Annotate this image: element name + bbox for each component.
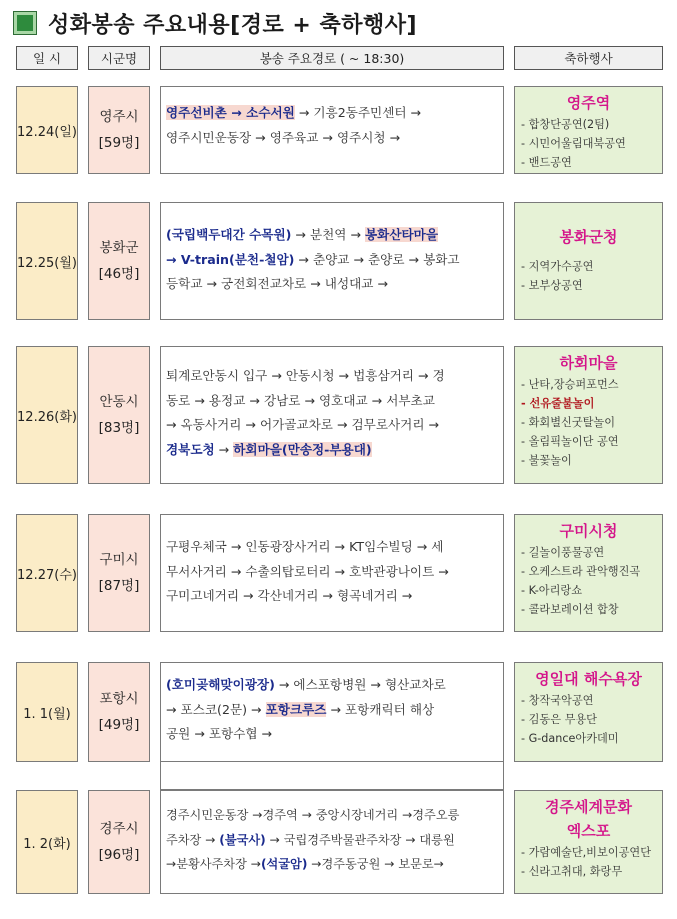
event-item: - 길놀이풍물공연: [521, 546, 605, 559]
row-city: [88, 202, 150, 320]
event-venue: 봉화군청: [559, 228, 618, 246]
event-item: - 올림픽놀이단 공연: [521, 435, 619, 448]
page-title: 성화봉송 주요내용[경로 + 축하행사]: [48, 12, 418, 38]
event-venue: 영주역: [566, 94, 611, 112]
row-events: [514, 202, 663, 320]
event-item: - 지역가수공연: [521, 260, 594, 273]
route-highlight: 영주선비촌 → 소수서원: [166, 105, 295, 120]
row-city: [88, 514, 150, 632]
runner-count: [49명]: [98, 717, 140, 733]
row-events: [514, 790, 663, 894]
event-item: - 창작국악공연: [521, 694, 594, 707]
header-route: 봉송 주요경로 ( ~ 18:30): [160, 46, 504, 70]
row-events: [514, 86, 663, 174]
row-date: 12.25(월): [16, 202, 78, 320]
row-date: 12.26(화): [16, 346, 78, 484]
row-events: [514, 514, 663, 632]
event-venue: 엑스포: [566, 822, 611, 840]
city-name: 봉화군: [99, 240, 139, 256]
runner-count: [96명]: [98, 847, 140, 863]
runner-count: [87명]: [98, 578, 140, 594]
event-item: - 보부상공연: [521, 279, 583, 292]
runner-count: [83명]: [98, 420, 140, 436]
row-city: [88, 346, 150, 484]
event-spacer: [514, 762, 663, 790]
title-bar: [14, 6, 417, 40]
row-date: 12.24(일): [16, 86, 78, 174]
header-city: 시군명: [88, 46, 150, 70]
event-venue: 경주세계문화: [545, 798, 632, 816]
city-name: 구미시: [99, 552, 139, 568]
row-route: 영주선비촌 → 소수서원 → 기흥2동주민센터 → 영주시민운동장 → 영주육교 → 영주시청 →: [160, 86, 504, 174]
event-item: - 합창단공연(2팀): [521, 118, 610, 131]
row-events: [514, 346, 663, 484]
city-name: 포항시: [99, 691, 139, 707]
green-square-icon: [14, 12, 36, 34]
row-route: (호미곶해맞이광장) → 에스포항병원 → 형산교차로 → 포스코(2문) → 포항크루즈 → 포항캐릭터 해상 공원 → 포항수협 →: [160, 662, 504, 762]
event-venue: 구미시청: [559, 522, 618, 540]
event-item: - 김동은 무용단: [521, 713, 597, 726]
row-route: (국립백두대간 수목원) → 분천역 → 봉화산타마을 → V-train(분천-철암) → 춘양교 → 춘양로 → 봉화고 등학교 → 궁전회전교차로 → 내성대교 →: [160, 202, 504, 320]
row-city: [88, 662, 150, 762]
header-date: 일 시: [16, 46, 78, 70]
event-item: - 밴드공연: [521, 156, 572, 169]
city-name: 영주시: [99, 109, 139, 125]
runner-count: [59명]: [98, 135, 140, 151]
event-item: - 가람예술단,비보이공연단: [521, 846, 652, 859]
event-item: - K-아리랑쇼: [521, 584, 583, 597]
event-item: - 오케스트라 관악행진곡: [521, 565, 641, 578]
city-name: 안동시: [99, 394, 139, 410]
event-item: - 신라고취대, 화랑무: [521, 865, 623, 878]
event-venue: 하회마을: [559, 354, 618, 372]
event-item: - 화회별신굿탈놀이: [521, 416, 616, 429]
city-name: 경주시: [99, 821, 139, 837]
row-events: [514, 662, 663, 762]
row-date: 1. 2(화): [16, 790, 78, 894]
event-item: - 콜라보레이션 합창: [521, 603, 619, 616]
row-city: [88, 790, 150, 894]
runner-count: [46명]: [98, 266, 140, 282]
route-spacer: [160, 762, 504, 790]
event-item: - 선유줄불놀이: [521, 397, 595, 410]
event-item: - 불꽃놀이: [521, 454, 572, 467]
row-route: 경주시민운동장 →경주역 → 중앙시장네거리 →경주오릉 주차장 → (불국사) → 국립경주박물관주차장 → 대릉원 →분황사주차장 →(석굴암) →경주동궁원 → 보문로→: [160, 790, 504, 894]
event-venue: 영일대 해수욕장: [535, 670, 642, 688]
event-item: - G-dance아카데미: [521, 732, 619, 745]
row-date: 12.27(수): [16, 514, 78, 632]
header-events: 축하행사: [514, 46, 663, 70]
row-city: [88, 86, 150, 174]
event-item: - 시민어울림대북공연: [521, 137, 626, 150]
row-date: 1. 1(월): [16, 662, 78, 762]
event-item: - 난타,장승퍼포먼스: [521, 378, 619, 391]
row-route: 퇴계로안동시 입구 → 안동시청 → 법흥삼거리 → 경 동로 → 용정교 → 강남로 → 영호대교 → 서부초교 → 옥동사거리 → 어가골교차로 → 검무로사거리 → 경북도청 → 하회마을(만송정-부용대): [160, 346, 504, 484]
row-route: 구평우체국 → 인동광장사거리 → KT임수빌딩 → 세 무서사거리 → 수출의탑로터리 → 호박관광나이트 → 구미고네거리 → 각산네거리 → 형곡네거리 →: [160, 514, 504, 632]
